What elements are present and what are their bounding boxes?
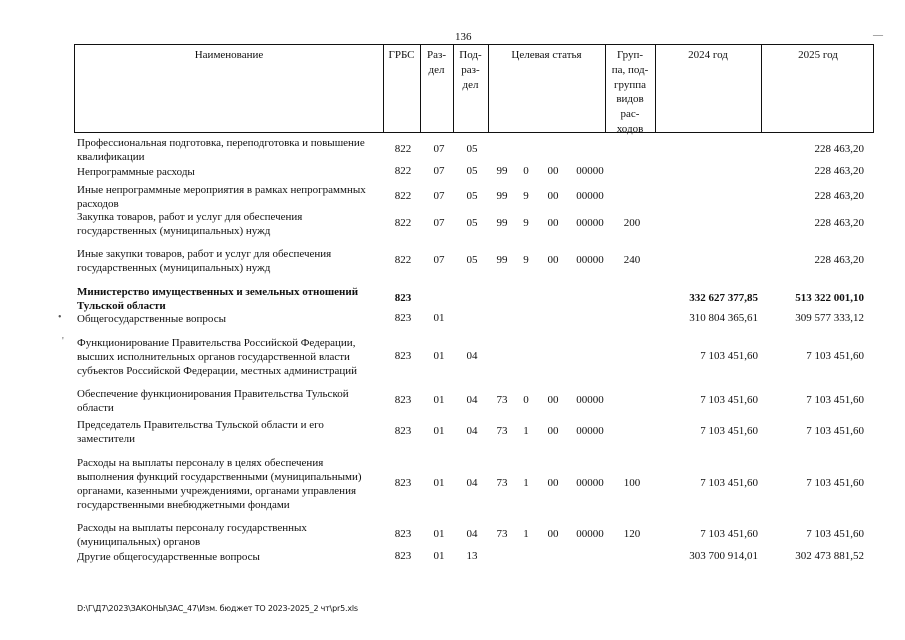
cell-t3: 00: [547, 217, 559, 229]
header-grbs: ГРБС: [388, 49, 415, 61]
cell-t2: 1: [523, 528, 529, 540]
cell-t2: 0: [523, 165, 529, 177]
cell-grbs: 823: [394, 425, 412, 437]
cell-t2: 1: [523, 477, 529, 489]
cell-2025: 7 103 451,60: [806, 477, 864, 489]
cell-2025: 228 463,20: [814, 254, 864, 266]
cell-rz: 01: [433, 394, 445, 406]
cell-rz: 01: [433, 312, 445, 324]
cell-2025: 7 103 451,60: [806, 394, 864, 406]
cell-rz: 01: [433, 477, 445, 489]
table-header: [74, 44, 874, 133]
cell-pr: 04: [466, 350, 478, 362]
cell-t3: 00: [547, 425, 559, 437]
cell-2024: 332 627 377,85: [689, 292, 758, 304]
cell-pr: 04: [466, 394, 478, 406]
cell-pr: 04: [466, 477, 478, 489]
cell-rz: 07: [433, 165, 445, 177]
cell-rz: 07: [433, 254, 445, 266]
cell-pr: 13: [466, 550, 478, 562]
cell-t4: 00000: [576, 190, 604, 202]
row-name: Иные закупки товаров, работ и услуг для обеспечения государственных (муниципальных) нужд: [77, 248, 332, 274]
cell-t4: 00000: [576, 254, 604, 266]
cell-t1: 73: [496, 528, 508, 540]
cell-rz: 01: [433, 350, 445, 362]
cell-pr: 05: [466, 165, 478, 177]
header-podrazdel: Под- раз- дел: [459, 49, 482, 91]
cell-2025: 228 463,20: [814, 165, 864, 177]
cell-pr: 05: [466, 143, 478, 155]
cell-vr: 200: [623, 217, 641, 229]
cell-2024: 7 103 451,60: [700, 394, 758, 406]
row-name: Обеспечение функционирования Правительства Тульской области: [77, 388, 349, 414]
cell-t3: 00: [547, 254, 559, 266]
cell-grbs: 822: [394, 254, 412, 266]
cell-grbs: 823: [394, 477, 412, 489]
cell-vr: 240: [623, 254, 641, 266]
cell-t4: 00000: [576, 394, 604, 406]
cell-rz: 01: [433, 425, 445, 437]
cell-2024: 310 804 365,61: [689, 312, 758, 324]
row-name: Функционирование Правительства Российской Федерации, высших исполнительных органов государственной власти субъектов Российской Федерации, местных администраций: [77, 337, 358, 377]
row-name: Министерство имущественных и земельных отношений Тульской области: [77, 286, 359, 312]
cell-grbs: 822: [394, 165, 412, 177]
row-name: Непрограммные расходы: [77, 166, 195, 178]
cell-grbs: 823: [394, 394, 412, 406]
row-name: Профессиональная подготовка, переподготовка и повышение квалификации: [77, 137, 365, 163]
row-name: Закупка товаров, работ и услуг для обеспечения государственных (муниципальных) нужд: [77, 211, 303, 237]
cell-2025: 7 103 451,60: [806, 528, 864, 540]
row-name: Расходы на выплаты персоналу в целях обеспечения выполнения функций государственными (муниципальными) органами, казенными учреждениями, органами управления государственными внебюджетными фондами: [77, 457, 362, 511]
cell-t1: 73: [496, 425, 508, 437]
cell-t2: 9: [523, 217, 529, 229]
header-target: Целевая статья: [511, 49, 582, 61]
cell-2025: 228 463,20: [814, 143, 864, 155]
cell-rz: 07: [433, 190, 445, 202]
scan-mark: ': [62, 336, 64, 347]
scan-mark: —: [873, 30, 883, 41]
cell-t1: 99: [496, 190, 508, 202]
cell-pr: 04: [466, 528, 478, 540]
cell-2024: 303 700 914,01: [689, 550, 758, 562]
header-name: Наименование: [194, 49, 264, 61]
cell-2025: 513 322 001,10: [795, 292, 864, 304]
cell-t3: 00: [547, 477, 559, 489]
cell-pr: 05: [466, 190, 478, 202]
cell-t1: 73: [496, 477, 508, 489]
cell-t1: 73: [496, 394, 508, 406]
row-name: Общегосударственные вопросы: [77, 313, 226, 325]
cell-vr: 120: [623, 528, 641, 540]
header-2024: 2024 год: [688, 49, 728, 61]
cell-2024: 7 103 451,60: [700, 528, 758, 540]
cell-2025: 7 103 451,60: [806, 350, 864, 362]
row-name: Иные непрограммные мероприятия в рамках непрограммных расходов: [77, 184, 366, 210]
cell-rz: 01: [433, 528, 445, 540]
cell-grbs: 822: [394, 190, 412, 202]
cell-grbs: 823: [394, 292, 412, 304]
cell-t1: 99: [496, 217, 508, 229]
cell-t1: 99: [496, 165, 508, 177]
cell-grbs: 823: [394, 550, 412, 562]
cell-t4: 00000: [576, 477, 604, 489]
cell-2025: 228 463,20: [814, 217, 864, 229]
row-name: Председатель Правительства Тульской области и его заместители: [77, 419, 324, 445]
cell-2025: 309 577 333,12: [795, 312, 864, 324]
cell-grbs: 822: [394, 217, 412, 229]
cell-t2: 0: [523, 394, 529, 406]
cell-t2: 9: [523, 190, 529, 202]
file-path-footer: D:\Г\Д7\2023\ЗАКОНЫ\ЗАС_47\Изм. бюджет ТО 2023-2025_2 чт\pr5.xls: [77, 604, 358, 613]
cell-t3: 00: [547, 528, 559, 540]
cell-t4: 00000: [576, 217, 604, 229]
cell-rz: 07: [433, 143, 445, 155]
cell-t2: 9: [523, 254, 529, 266]
header-razdel: Раз- дел: [426, 49, 446, 76]
cell-t2: 1: [523, 425, 529, 437]
cell-t3: 00: [547, 394, 559, 406]
row-name: Другие общегосударственные вопросы: [77, 551, 260, 563]
cell-t4: 00000: [576, 165, 604, 177]
cell-vr: 100: [623, 477, 641, 489]
cell-pr: 05: [466, 217, 478, 229]
cell-grbs: 822: [394, 143, 412, 155]
row-name: Расходы на выплаты персоналу государственных (муниципальных) органов: [77, 522, 307, 548]
cell-grbs: 823: [394, 312, 412, 324]
cell-t1: 99: [496, 254, 508, 266]
scan-mark: •: [58, 312, 62, 323]
cell-2025: 302 473 881,52: [795, 550, 864, 562]
cell-2024: 7 103 451,60: [700, 350, 758, 362]
cell-2025: 228 463,20: [814, 190, 864, 202]
cell-pr: 04: [466, 425, 478, 437]
cell-pr: 05: [466, 254, 478, 266]
header-group: Груп- па, под- группа видов рас- ходов: [611, 49, 649, 135]
cell-rz: 01: [433, 550, 445, 562]
cell-t4: 00000: [576, 528, 604, 540]
cell-t4: 00000: [576, 425, 604, 437]
cell-t3: 00: [547, 190, 559, 202]
page-number: 136: [455, 31, 472, 43]
header-2025: 2025 год: [798, 49, 838, 61]
cell-grbs: 823: [394, 528, 412, 540]
cell-rz: 07: [433, 217, 445, 229]
cell-t3: 00: [547, 165, 559, 177]
cell-2024: 7 103 451,60: [700, 477, 758, 489]
cell-2025: 7 103 451,60: [806, 425, 864, 437]
cell-grbs: 823: [394, 350, 412, 362]
cell-2024: 7 103 451,60: [700, 425, 758, 437]
